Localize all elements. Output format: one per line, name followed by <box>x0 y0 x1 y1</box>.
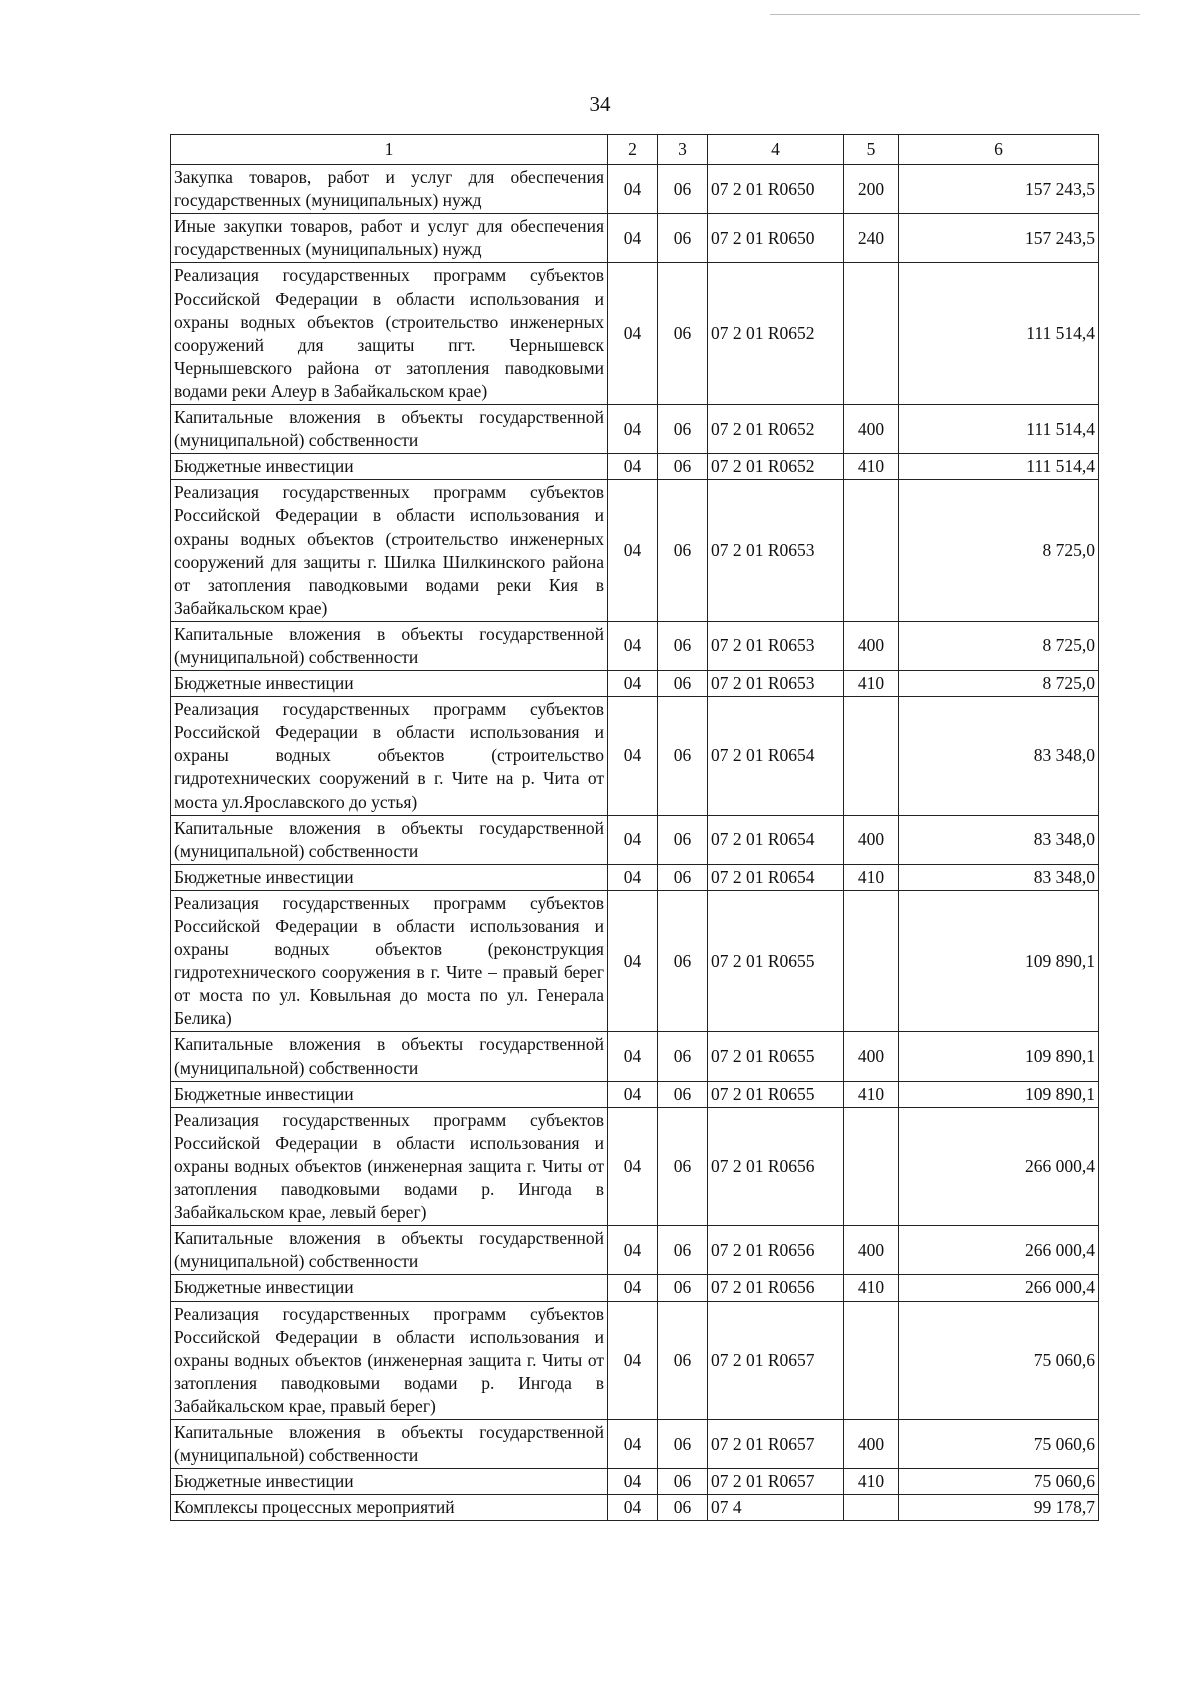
row-expense-type-code: 400 <box>844 1419 899 1468</box>
row-name: Бюджетные инвестиции <box>171 1469 608 1495</box>
row-subsection-code: 06 <box>658 454 708 480</box>
row-subsection-code: 06 <box>658 1419 708 1468</box>
row-target-article-code: 07 2 01 R0652 <box>708 454 844 480</box>
row-section-code: 04 <box>608 1495 658 1521</box>
row-target-article-code: 07 2 01 R0654 <box>708 815 844 864</box>
row-section-code: 04 <box>608 890 658 1032</box>
row-subsection-code: 06 <box>658 671 708 697</box>
row-amount: 111 514,4 <box>899 405 1099 454</box>
row-name: Капитальные вложения в объекты государственной (муниципальной) собственности <box>171 1226 608 1275</box>
row-target-article-code: 07 2 01 R0654 <box>708 697 844 815</box>
row-target-article-code: 07 2 01 R0653 <box>708 621 844 670</box>
row-target-article-code: 07 2 01 R0656 <box>708 1107 844 1225</box>
row-expense-type-code <box>844 263 899 405</box>
row-amount: 83 348,0 <box>899 864 1099 890</box>
row-amount: 8 725,0 <box>899 671 1099 697</box>
row-target-article-code: 07 2 01 R0656 <box>708 1226 844 1275</box>
table-row <box>171 454 1099 480</box>
row-section-code: 04 <box>608 454 658 480</box>
row-target-article-code: 07 2 01 R0653 <box>708 480 844 622</box>
table-row <box>171 890 1099 1032</box>
table-header-row <box>171 135 1099 165</box>
row-subsection-code: 06 <box>658 214 708 263</box>
row-subsection-code: 06 <box>658 1469 708 1495</box>
row-section-code: 04 <box>608 480 658 622</box>
table-row <box>171 1081 1099 1107</box>
row-section-code: 04 <box>608 1032 658 1081</box>
row-section-code: 04 <box>608 263 658 405</box>
row-subsection-code: 06 <box>658 815 708 864</box>
row-target-article-code: 07 4 <box>708 1495 844 1521</box>
row-section-code: 04 <box>608 621 658 670</box>
row-expense-type-code: 400 <box>844 1226 899 1275</box>
row-section-code: 04 <box>608 1107 658 1225</box>
table-row <box>171 1495 1099 1521</box>
row-amount: 157 243,5 <box>899 214 1099 263</box>
row-section-code: 04 <box>608 671 658 697</box>
header-col-1: 1 <box>171 135 608 165</box>
row-name: Бюджетные инвестиции <box>171 454 608 480</box>
row-expense-type-code: 410 <box>844 864 899 890</box>
row-target-article-code: 07 2 01 R0652 <box>708 405 844 454</box>
table-body <box>171 165 1099 1521</box>
row-name: Капитальные вложения в объекты государственной (муниципальной) собственности <box>171 1419 608 1468</box>
row-name: Реализация государственных программ субъектов Российской Федерации в области использования и охраны водных объектов (строительство инженерных сооружений для защиты пгт. Чернышевск Чернышевского района от затопления паводковыми водами реки Алеур в Забайкальском крае) <box>171 263 608 405</box>
header-col-3: 3 <box>658 135 708 165</box>
row-amount: 157 243,5 <box>899 165 1099 214</box>
row-expense-type-code <box>844 1107 899 1225</box>
row-target-article-code: 07 2 01 R0650 <box>708 165 844 214</box>
row-subsection-code: 06 <box>658 405 708 454</box>
row-name: Иные закупки товаров, работ и услуг для обеспечения государственных (муниципальных) нужд <box>171 214 608 263</box>
row-amount: 75 060,6 <box>899 1469 1099 1495</box>
table-row <box>171 671 1099 697</box>
page-number: 34 <box>589 92 611 116</box>
row-amount: 83 348,0 <box>899 697 1099 815</box>
header-col-4: 4 <box>708 135 844 165</box>
row-section-code: 04 <box>608 1301 658 1419</box>
row-expense-type-code: 400 <box>844 1032 899 1081</box>
row-section-code: 04 <box>608 864 658 890</box>
row-name: Бюджетные инвестиции <box>171 1081 608 1107</box>
row-subsection-code: 06 <box>658 1495 708 1521</box>
row-expense-type-code: 400 <box>844 621 899 670</box>
row-name: Комплексы процессных мероприятий <box>171 1495 608 1521</box>
row-target-article-code: 07 2 01 R0657 <box>708 1419 844 1468</box>
table-row <box>171 1226 1099 1275</box>
row-section-code: 04 <box>608 1419 658 1468</box>
row-amount: 99 178,7 <box>899 1495 1099 1521</box>
row-expense-type-code: 410 <box>844 671 899 697</box>
row-expense-type-code <box>844 697 899 815</box>
row-name: Капитальные вложения в объекты государственной (муниципальной) собственности <box>171 1032 608 1081</box>
table-row <box>171 165 1099 214</box>
row-expense-type-code: 410 <box>844 1081 899 1107</box>
row-name: Бюджетные инвестиции <box>171 864 608 890</box>
row-section-code: 04 <box>608 214 658 263</box>
table-row <box>171 621 1099 670</box>
row-name: Закупка товаров, работ и услуг для обеспечения государственных (муниципальных) нужд <box>171 165 608 214</box>
row-subsection-code: 06 <box>658 1081 708 1107</box>
header-col-6: 6 <box>899 135 1099 165</box>
row-subsection-code: 06 <box>658 697 708 815</box>
row-subsection-code: 06 <box>658 165 708 214</box>
row-amount: 109 890,1 <box>899 1032 1099 1081</box>
row-name: Капитальные вложения в объекты государственной (муниципальной) собственности <box>171 405 608 454</box>
row-amount: 8 725,0 <box>899 621 1099 670</box>
row-section-code: 04 <box>608 1081 658 1107</box>
row-subsection-code: 06 <box>658 480 708 622</box>
row-name: Реализация государственных программ субъектов Российской Федерации в области использования и охраны водных объектов (реконструкция гидротехнического сооружения в г. Чите – правый берег от моста по ул. Ковыльная до моста по ул. Генерала Белика) <box>171 890 608 1032</box>
row-expense-type-code <box>844 1301 899 1419</box>
row-subsection-code: 06 <box>658 1226 708 1275</box>
row-amount: 266 000,4 <box>899 1275 1099 1301</box>
row-target-article-code: 07 2 01 R0657 <box>708 1469 844 1495</box>
row-target-article-code: 07 2 01 R0654 <box>708 864 844 890</box>
row-expense-type-code: 400 <box>844 405 899 454</box>
row-expense-type-code: 410 <box>844 454 899 480</box>
row-subsection-code: 06 <box>658 1275 708 1301</box>
row-subsection-code: 06 <box>658 1032 708 1081</box>
table-row <box>171 864 1099 890</box>
row-amount: 75 060,6 <box>899 1419 1099 1468</box>
row-subsection-code: 06 <box>658 890 708 1032</box>
row-subsection-code: 06 <box>658 1301 708 1419</box>
row-target-article-code: 07 2 01 R0652 <box>708 263 844 405</box>
row-amount: 83 348,0 <box>899 815 1099 864</box>
row-name: Реализация государственных программ субъектов Российской Федерации в области использования и охраны водных объектов (инженерная защита г. Читы от затопления паводковыми водами р. Ингода в Забайкальском крае, левый берег) <box>171 1107 608 1225</box>
row-expense-type-code: 200 <box>844 165 899 214</box>
table-row <box>171 1032 1099 1081</box>
row-name: Бюджетные инвестиции <box>171 671 608 697</box>
table-row <box>171 697 1099 815</box>
row-name: Реализация государственных программ субъектов Российской Федерации в области использования и охраны водных объектов (строительство инженерных сооружений для защиты г. Шилка Шилкинского района от затопления паводковыми водами реки Кия в Забайкальском крае) <box>171 480 608 622</box>
row-amount: 75 060,6 <box>899 1301 1099 1419</box>
row-expense-type-code <box>844 480 899 622</box>
row-section-code: 04 <box>608 1469 658 1495</box>
row-amount: 111 514,4 <box>899 454 1099 480</box>
row-section-code: 04 <box>608 697 658 815</box>
row-section-code: 04 <box>608 1275 658 1301</box>
row-target-article-code: 07 2 01 R0655 <box>708 1081 844 1107</box>
row-name: Капитальные вложения в объекты государственной (муниципальной) собственности <box>171 815 608 864</box>
row-target-article-code: 07 2 01 R0653 <box>708 671 844 697</box>
row-amount: 111 514,4 <box>899 263 1099 405</box>
row-expense-type-code: 410 <box>844 1469 899 1495</box>
row-subsection-code: 06 <box>658 263 708 405</box>
row-expense-type-code: 400 <box>844 815 899 864</box>
table-row <box>171 1419 1099 1468</box>
table-row <box>171 214 1099 263</box>
row-amount: 266 000,4 <box>899 1107 1099 1225</box>
row-subsection-code: 06 <box>658 621 708 670</box>
row-section-code: 04 <box>608 1226 658 1275</box>
row-amount: 109 890,1 <box>899 890 1099 1032</box>
row-subsection-code: 06 <box>658 864 708 890</box>
header-col-2: 2 <box>608 135 658 165</box>
row-section-code: 04 <box>608 815 658 864</box>
row-expense-type-code <box>844 1495 899 1521</box>
table-row <box>171 263 1099 405</box>
table-row <box>171 480 1099 622</box>
row-name: Капитальные вложения в объекты государственной (муниципальной) собственности <box>171 621 608 670</box>
row-section-code: 04 <box>608 165 658 214</box>
row-expense-type-code: 240 <box>844 214 899 263</box>
row-name: Бюджетные инвестиции <box>171 1275 608 1301</box>
row-section-code: 04 <box>608 405 658 454</box>
table-row <box>171 1469 1099 1495</box>
header-col-5: 5 <box>844 135 899 165</box>
scan-artifact-line <box>770 14 1140 15</box>
row-subsection-code: 06 <box>658 1107 708 1225</box>
table-row <box>171 1107 1099 1225</box>
row-expense-type-code: 410 <box>844 1275 899 1301</box>
row-target-article-code: 07 2 01 R0655 <box>708 890 844 1032</box>
row-target-article-code: 07 2 01 R0657 <box>708 1301 844 1419</box>
row-target-article-code: 07 2 01 R0655 <box>708 1032 844 1081</box>
table-row <box>171 1275 1099 1301</box>
row-amount: 266 000,4 <box>899 1226 1099 1275</box>
row-target-article-code: 07 2 01 R0650 <box>708 214 844 263</box>
budget-table <box>170 134 1099 1521</box>
row-target-article-code: 07 2 01 R0656 <box>708 1275 844 1301</box>
table-row <box>171 405 1099 454</box>
row-expense-type-code <box>844 890 899 1032</box>
row-name: Реализация государственных программ субъектов Российской Федерации в области использования и охраны водных объектов (инженерная защита г. Читы от затопления паводковыми водами р. Ингода в Забайкальском крае, правый берег) <box>171 1301 608 1419</box>
row-name: Реализация государственных программ субъектов Российской Федерации в области использования и охраны водных объектов (строительство гидротехнических сооружений в г. Чите на р. Чита от моста ул.Ярославского до устья) <box>171 697 608 815</box>
table-row <box>171 1301 1099 1419</box>
table-row <box>171 815 1099 864</box>
row-amount: 8 725,0 <box>899 480 1099 622</box>
row-amount: 109 890,1 <box>899 1081 1099 1107</box>
